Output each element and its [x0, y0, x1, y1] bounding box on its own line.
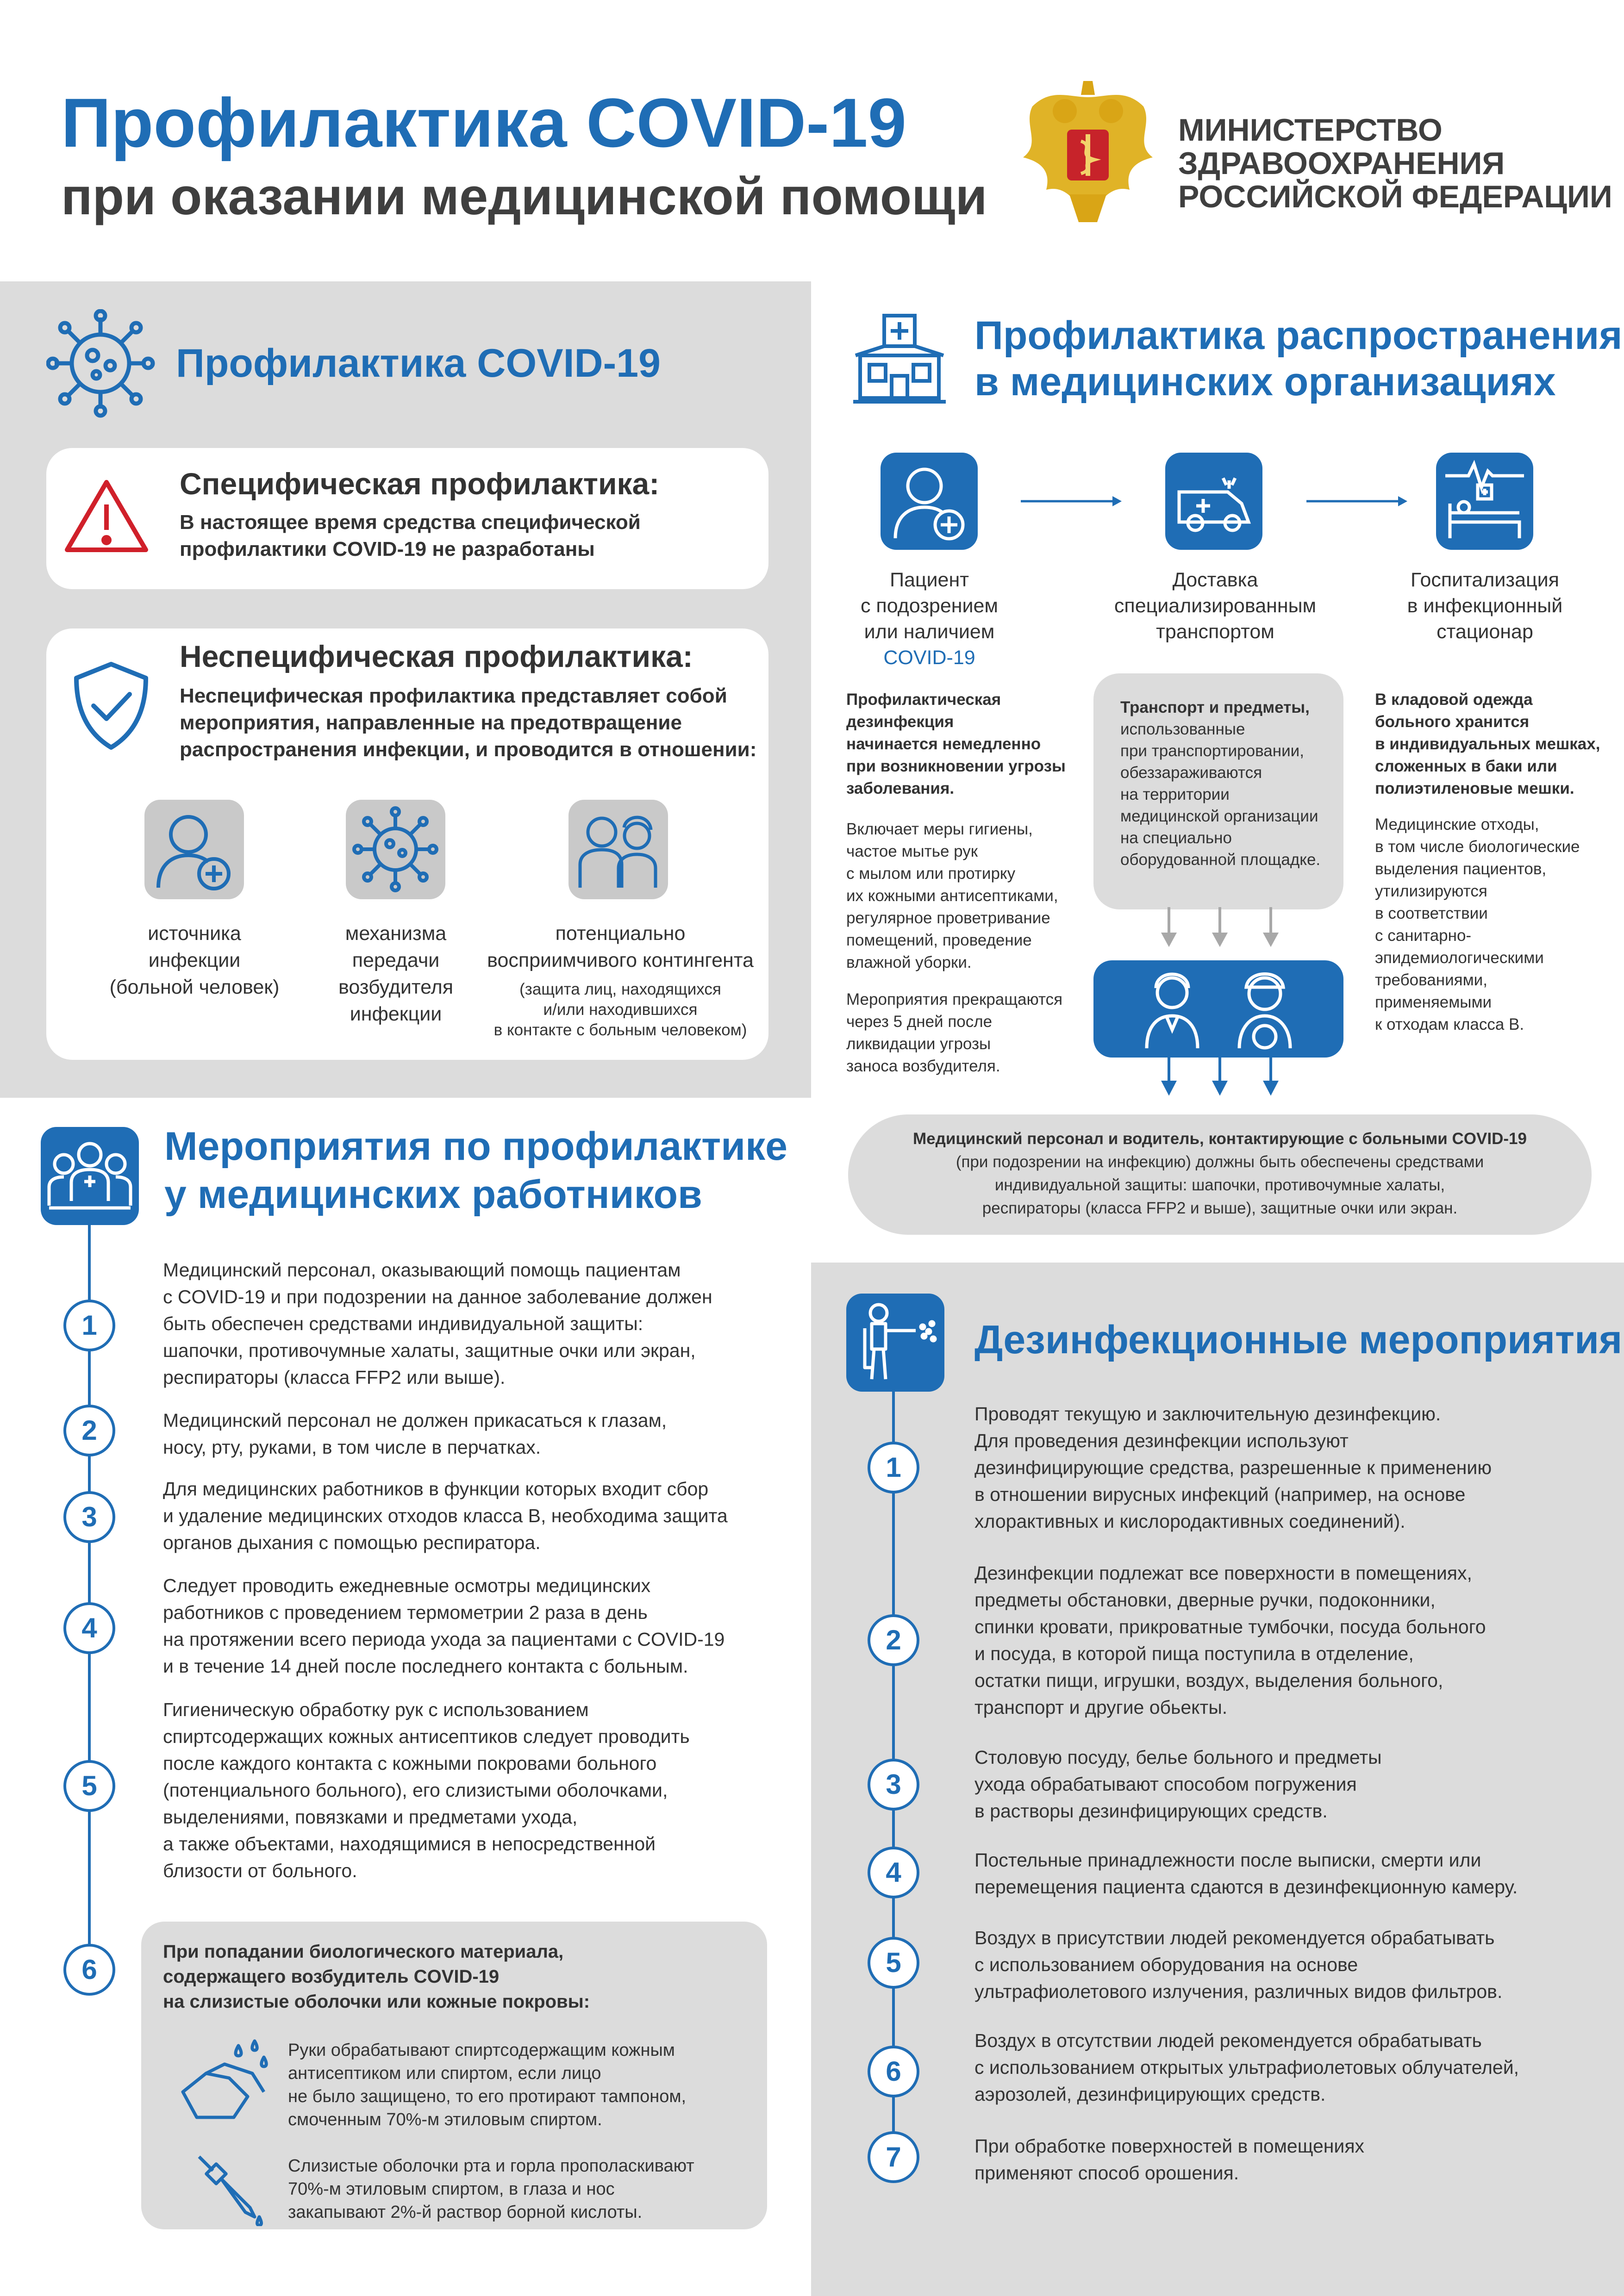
text-line: индивидуальной защиты: шапочки, противочумные халаты, [994, 1176, 1445, 1194]
infection-source-tile [144, 800, 244, 899]
text-line: Профилактическая [846, 691, 1001, 709]
text-line: их кожными антисептиками, [846, 887, 1058, 905]
text-line: специализированным [1114, 595, 1317, 617]
ambulance-step-tile [1165, 453, 1262, 550]
text-line: В кладовой одежда [1375, 691, 1533, 709]
text-line: дезинфекция [846, 713, 954, 731]
text-line: Постельные принадлежности после выписки, смерти или [974, 1849, 1481, 1871]
text-line: Медицинский персонал и водитель, контактирующие с больными COVID-19 [913, 1130, 1527, 1148]
text-line: ухода обрабатывают способом погружения [974, 1773, 1357, 1795]
text-line: В настоящее время средства специфической [180, 511, 641, 534]
text-line: использованные [1120, 720, 1245, 738]
text-line: спинки кровати, прикроватные тумбочки, посуда больного [974, 1616, 1486, 1637]
text-line: заболевания. [846, 779, 955, 797]
text-line: содержащего возбудитель COVID-19 [163, 1966, 500, 1987]
disinfection-step-3: 3 [868, 1759, 919, 1811]
text-line: Проводят текущую и заключительную дезинфекцию. [974, 1403, 1441, 1425]
text-line: При попадании биологического материала, [163, 1941, 564, 1962]
text-line: Доставка [1172, 569, 1258, 591]
text-line: ликвидации угрозы [846, 1035, 991, 1053]
text-line: близости от больного. [163, 1860, 357, 1881]
text-line: к отходам класса В. [1375, 1015, 1524, 1033]
ambulance-step-caption [1102, 567, 1329, 645]
disinfection-step-6: 6 [868, 2046, 919, 2097]
text-line: в соответствии [1375, 904, 1488, 922]
transmission-caption [306, 920, 486, 1027]
text-line: медицинской организации [1120, 807, 1318, 825]
workers-item-2 [163, 1407, 667, 1461]
bio-material-title [163, 1939, 590, 2014]
text-line: сложенных в баки или [1375, 757, 1557, 775]
text-line: быть обеспечен средствами индивидуальной защиты: [163, 1313, 643, 1334]
step-number-2: 2 [63, 1405, 115, 1456]
text-line: При обработке поверхностей в помещениях [974, 2135, 1365, 2157]
disinfection-step-1: 1 [868, 1442, 919, 1493]
text-line: с COVID-19 и при подозрении на данное заболевание должен [163, 1286, 712, 1307]
text-line: в отношении вирусных инфекций (например, на основе [974, 1484, 1466, 1505]
warning-icon [62, 477, 150, 555]
text-line: стационар [1437, 621, 1533, 643]
text-line: спиртсодержащих кожных антисептиков следует проводить [163, 1726, 690, 1747]
text-line: Неспецифическая профилактика представляет собой [180, 684, 727, 707]
bio-material-text-a [288, 2039, 686, 2131]
text-line: и/или находившихся [543, 1001, 698, 1019]
text-line: и посуда, в которой пища поступила в отделение, [974, 1643, 1414, 1664]
text-line: органов дыхания с помощью респиратора. [163, 1532, 541, 1553]
hospital-bed-icon [1450, 504, 1519, 538]
text-line: Гигиеническую обработку рук с использованием [163, 1699, 589, 1720]
text-line: в инфекционный [1407, 595, 1563, 617]
family-icon [588, 818, 616, 846]
text-line: начинается немедленно [846, 735, 1041, 753]
text-line: а также объектами, находящимися в непосредственной [163, 1833, 656, 1854]
text-line: Воздух в отсутствии людей рекомендуется обрабатывать [974, 2030, 1482, 2051]
ministry-name [1178, 113, 1612, 213]
disinfection-step-5: 5 [868, 1937, 919, 1989]
disinfection-step-4: 4 [868, 1847, 919, 1898]
text-line: выделения пациентов, [1375, 860, 1547, 878]
text-line: Мероприятия по профилактике [164, 1124, 787, 1169]
patient-icon [908, 469, 941, 503]
contingent-caption [472, 920, 768, 1040]
text-line: Для медицинских работников в функции которых входит сбор [163, 1478, 709, 1500]
ppe-requirement-text [861, 1127, 1579, 1220]
text-line: шапочки, противочумные халаты, защитные очки или экран, [163, 1340, 696, 1361]
text-line: (больной человек) [109, 976, 280, 998]
text-line: с использованием оборудования на основе [974, 1954, 1358, 1975]
hand-wash-icon [178, 2036, 271, 2124]
text-line: в том числе биологические [1375, 838, 1580, 856]
disinfection-icon-tile [846, 1294, 944, 1392]
prevention-title: Профилактика COVID-19 [176, 341, 661, 386]
page-subtitle: при оказании медицинской помощи [61, 168, 987, 225]
text-line: на специально [1120, 829, 1232, 847]
text-line: эпидемиологическими [1375, 949, 1544, 967]
flow-arrow-2 [1306, 494, 1408, 508]
step-number-1: 1 [63, 1300, 115, 1351]
text-line: носу, рту, руками, в том числе в перчатках. [163, 1437, 541, 1458]
text-line: дезинфицирующие средства, разрешенные к применению [974, 1457, 1492, 1478]
text-line: помещений, проведение [846, 931, 1032, 949]
text-line: через 5 дней после [846, 1013, 993, 1031]
doctor-icon [1147, 974, 1198, 1048]
text-line: Профилактика распространения [974, 313, 1623, 358]
workers-item-5 [163, 1696, 690, 1884]
nonspecific-prevention-title: Неспецифическая профилактика: [180, 639, 693, 673]
text-line: смоченным 70%-м этиловым спиртом. [288, 2110, 602, 2129]
spread-title [974, 312, 1622, 405]
disinfection-item-3 [974, 1744, 1382, 1824]
ministry-line-2: ЗДРАВООХРАНЕНИЯ [1178, 146, 1505, 181]
blue-arrows [1160, 1058, 1285, 1099]
workers-item-1 [163, 1257, 712, 1391]
text-line: в индивидуальных мешках, [1375, 735, 1600, 753]
text-line: источника [148, 922, 241, 945]
disinfection-item-4 [974, 1847, 1518, 1900]
text-line: Слизистые оболочки рта и горла прополаскивают [288, 2156, 694, 2176]
text-line: больного хранится [1375, 713, 1530, 731]
text-line: хлорактивных и кислородактивных соединений). [974, 1511, 1405, 1532]
text-line: с санитарно- [1375, 927, 1472, 945]
text-line: на протяжении всего периода ухода за пациентами с COVID-19 [163, 1629, 725, 1650]
disinfection-step-7: 7 [868, 2131, 919, 2183]
text-line: применяемыми [1375, 993, 1492, 1011]
disinfection-item-7 [974, 2133, 1364, 2186]
text-line: Руки обрабатывают спиртсодержащим кожным [288, 2041, 675, 2060]
text-line: перемещения пациента сдаются в дезинфекционную камеру. [974, 1876, 1518, 1898]
text-line: возбудителя [338, 976, 453, 998]
step-number-3: 3 [63, 1491, 115, 1543]
patient-step-caption [836, 567, 1023, 671]
text-line: при возникновении угрозы [846, 757, 1066, 775]
step-number-6: 6 [63, 1944, 115, 1996]
text-line: профилактики COVID-19 не разработаны [180, 538, 595, 560]
text-line: мероприятия, направленные на предотвращение [180, 711, 682, 734]
workers-title [164, 1122, 787, 1219]
text-line: распространения инфекции, и проводится в отношении: [180, 738, 757, 761]
text-line: COVID-19 [883, 647, 975, 669]
text-line: утилизируются [1375, 882, 1487, 900]
step-number-4: 4 [63, 1602, 115, 1654]
text-line: Медицинские отходы, [1375, 815, 1539, 834]
text-line: Воздух в присутствии людей рекомендуется обрабатывать [974, 1927, 1495, 1948]
text-line: и в течение 14 дней после последнего контакта с больным. [163, 1655, 688, 1677]
text-line: обеззараживаются [1120, 764, 1262, 782]
text-line: частое мытье рук [846, 842, 978, 860]
patient-step-tile [881, 453, 978, 550]
medical-team-icon [49, 1144, 131, 1208]
text-line: с подозрением [860, 595, 998, 617]
virus-icon [46, 309, 155, 418]
disinfection-title: Дезинфекционные мероприятия [974, 1318, 1623, 1362]
text-line: потенциально [555, 922, 686, 945]
flow-arrow-1 [1021, 494, 1123, 508]
text-line: Столовую посуду, белье больного и предметы [974, 1747, 1382, 1768]
ministry-line-1: МИНИСТЕРСТВО [1178, 112, 1443, 148]
disinfection-step-2: 2 [868, 1614, 919, 1666]
text-line: восприимчивого контингента [487, 949, 754, 971]
text-line: аэрозолей, дезинфицирующих средств. [974, 2084, 1326, 2105]
specific-prevention-title: Специфическая профилактика: [180, 467, 660, 501]
ministry-emblem [1014, 79, 1162, 231]
text-line: Следует проводить ежедневные осмотры медицинских [163, 1575, 651, 1596]
text-line: влажной уборки. [846, 953, 972, 971]
text-line: в контакте с больным человеком) [493, 1021, 747, 1039]
text-line: транспортом [1156, 621, 1274, 643]
workers-item-4 [163, 1572, 725, 1680]
text-line: выделениями, повязками и предметами ухода, [163, 1806, 578, 1828]
text-line: не было защищено, то его протирают тампоном, [288, 2087, 687, 2106]
bio-material-text-b [288, 2154, 694, 2224]
text-line: или наличием [864, 621, 995, 643]
text-line: Для проведения дезинфекции используют [974, 1430, 1349, 1451]
text-line: на территории [1120, 785, 1230, 803]
text-line: работников с проведением термометрии 2 раза в день [163, 1602, 648, 1623]
text-line: применяют способ орошения. [974, 2162, 1239, 2184]
text-line: транспорт и другие обьекты. [974, 1697, 1228, 1718]
text-line: Дезинфекции подлежат все поверхности в помещениях, [974, 1562, 1472, 1584]
text-line: Медицинский персонал не должен прикасаться к глазам, [163, 1410, 667, 1431]
text-line: на слизистые оболочки или кожные покровы: [163, 1991, 590, 2012]
text-line: (потенциального больного), его слизистыми оболочками, [163, 1780, 668, 1801]
text-line: антисептиком или спиртом, если лицо [288, 2064, 601, 2083]
spread-right-column [1375, 689, 1606, 1036]
person-icon [171, 817, 206, 852]
pipette-icon [190, 2147, 269, 2226]
personnel-box [1093, 960, 1343, 1058]
text-line: Медицинский персонал, оказывающий помощь пациентам [163, 1259, 681, 1281]
text-line: закапывают 2%-й раствор борной кислоты. [288, 2203, 643, 2222]
text-line: требованиями, [1375, 971, 1487, 989]
text-line: Мероприятия прекращаются [846, 990, 1063, 1008]
disinfection-item-6 [974, 2027, 1519, 2108]
text-line: ультрафиолетового излучения, различных видов фильтров. [974, 1981, 1503, 2002]
workers-item-3 [163, 1475, 728, 1556]
infection-source-caption [88, 920, 301, 1001]
text-line: 70%-м этиловым спиртом, в глаза и нос [288, 2179, 615, 2199]
spread-left-column [846, 689, 1087, 1077]
disinfection-item-2 [974, 1560, 1486, 1721]
hospitalization-step-tile [1436, 453, 1533, 550]
text-line: после каждого контакта с кожными покровами больного [163, 1753, 657, 1774]
text-line: с мылом или протирку [846, 865, 1016, 883]
text-line: инфекции [350, 1003, 442, 1025]
disinfection-sprayer-icon [865, 1305, 935, 1379]
text-line: Пациент [890, 569, 969, 591]
contingent-tile [568, 800, 668, 899]
disinfection-item-1 [974, 1400, 1492, 1535]
text-line: в растворы дезинфицирующих средств. [974, 1800, 1328, 1822]
transmission-tile [346, 800, 445, 899]
text-line: Госпитализация [1411, 569, 1559, 591]
text-line: Транспорт и предметы, [1120, 698, 1310, 716]
text-line: предметы обстановки, дверные ручки, подоконники, [974, 1589, 1436, 1611]
text-line: регулярное проветривание [846, 909, 1050, 927]
text-line: передачи [352, 949, 440, 971]
disinfection-item-5 [974, 1924, 1502, 2005]
text-line: остатки пищи, игрушки, воздух, выделения больного, [974, 1670, 1443, 1691]
nonspecific-prevention-text [180, 683, 756, 763]
ministry-line-3: РОССИЙСКОЙ ФЕДЕРАЦИИ [1178, 179, 1612, 214]
text-line: респираторы (класса FFP2 и выше), защитные очки или экран. [982, 1199, 1458, 1217]
text-line: Включает меры гигиены, [846, 820, 1033, 838]
page-title: Профилактика COVID-19 [61, 84, 907, 162]
text-line: оборудованной площадке. [1120, 851, 1321, 869]
text-line: заноса возбудителя. [846, 1057, 1000, 1075]
specific-prevention-text [180, 509, 641, 563]
hospital-icon [851, 311, 948, 408]
text-line: респираторы (класса FFP2 или выше). [163, 1367, 506, 1388]
transport-box-text [1120, 697, 1333, 871]
text-line: полиэтиленовые мешки. [1375, 779, 1574, 797]
step-number-5: 5 [63, 1760, 115, 1812]
text-line: механизма [345, 922, 447, 945]
text-line: и удаление медицинских отходов класса В, необходима защита [163, 1505, 728, 1526]
text-line: с использованием открытых ультрафиолетовых облучателей, [974, 2057, 1519, 2078]
gray-arrows [1160, 907, 1285, 949]
text-line: при транспортировании, [1120, 742, 1304, 760]
text-line: в медицинских организациях [974, 360, 1556, 404]
text-line: (при подозрении на инфекцию) должны быть обеспечены средствами [956, 1153, 1484, 1171]
text-line: (защита лиц, находящихся [519, 980, 721, 998]
workers-icon-tile [41, 1127, 139, 1225]
shield-check-icon [69, 660, 153, 752]
hospitalization-step-caption [1382, 567, 1588, 645]
text-line: инфекции [148, 949, 241, 971]
driver-icon [1239, 974, 1290, 1049]
text-line: у медицинских работников [164, 1172, 702, 1217]
